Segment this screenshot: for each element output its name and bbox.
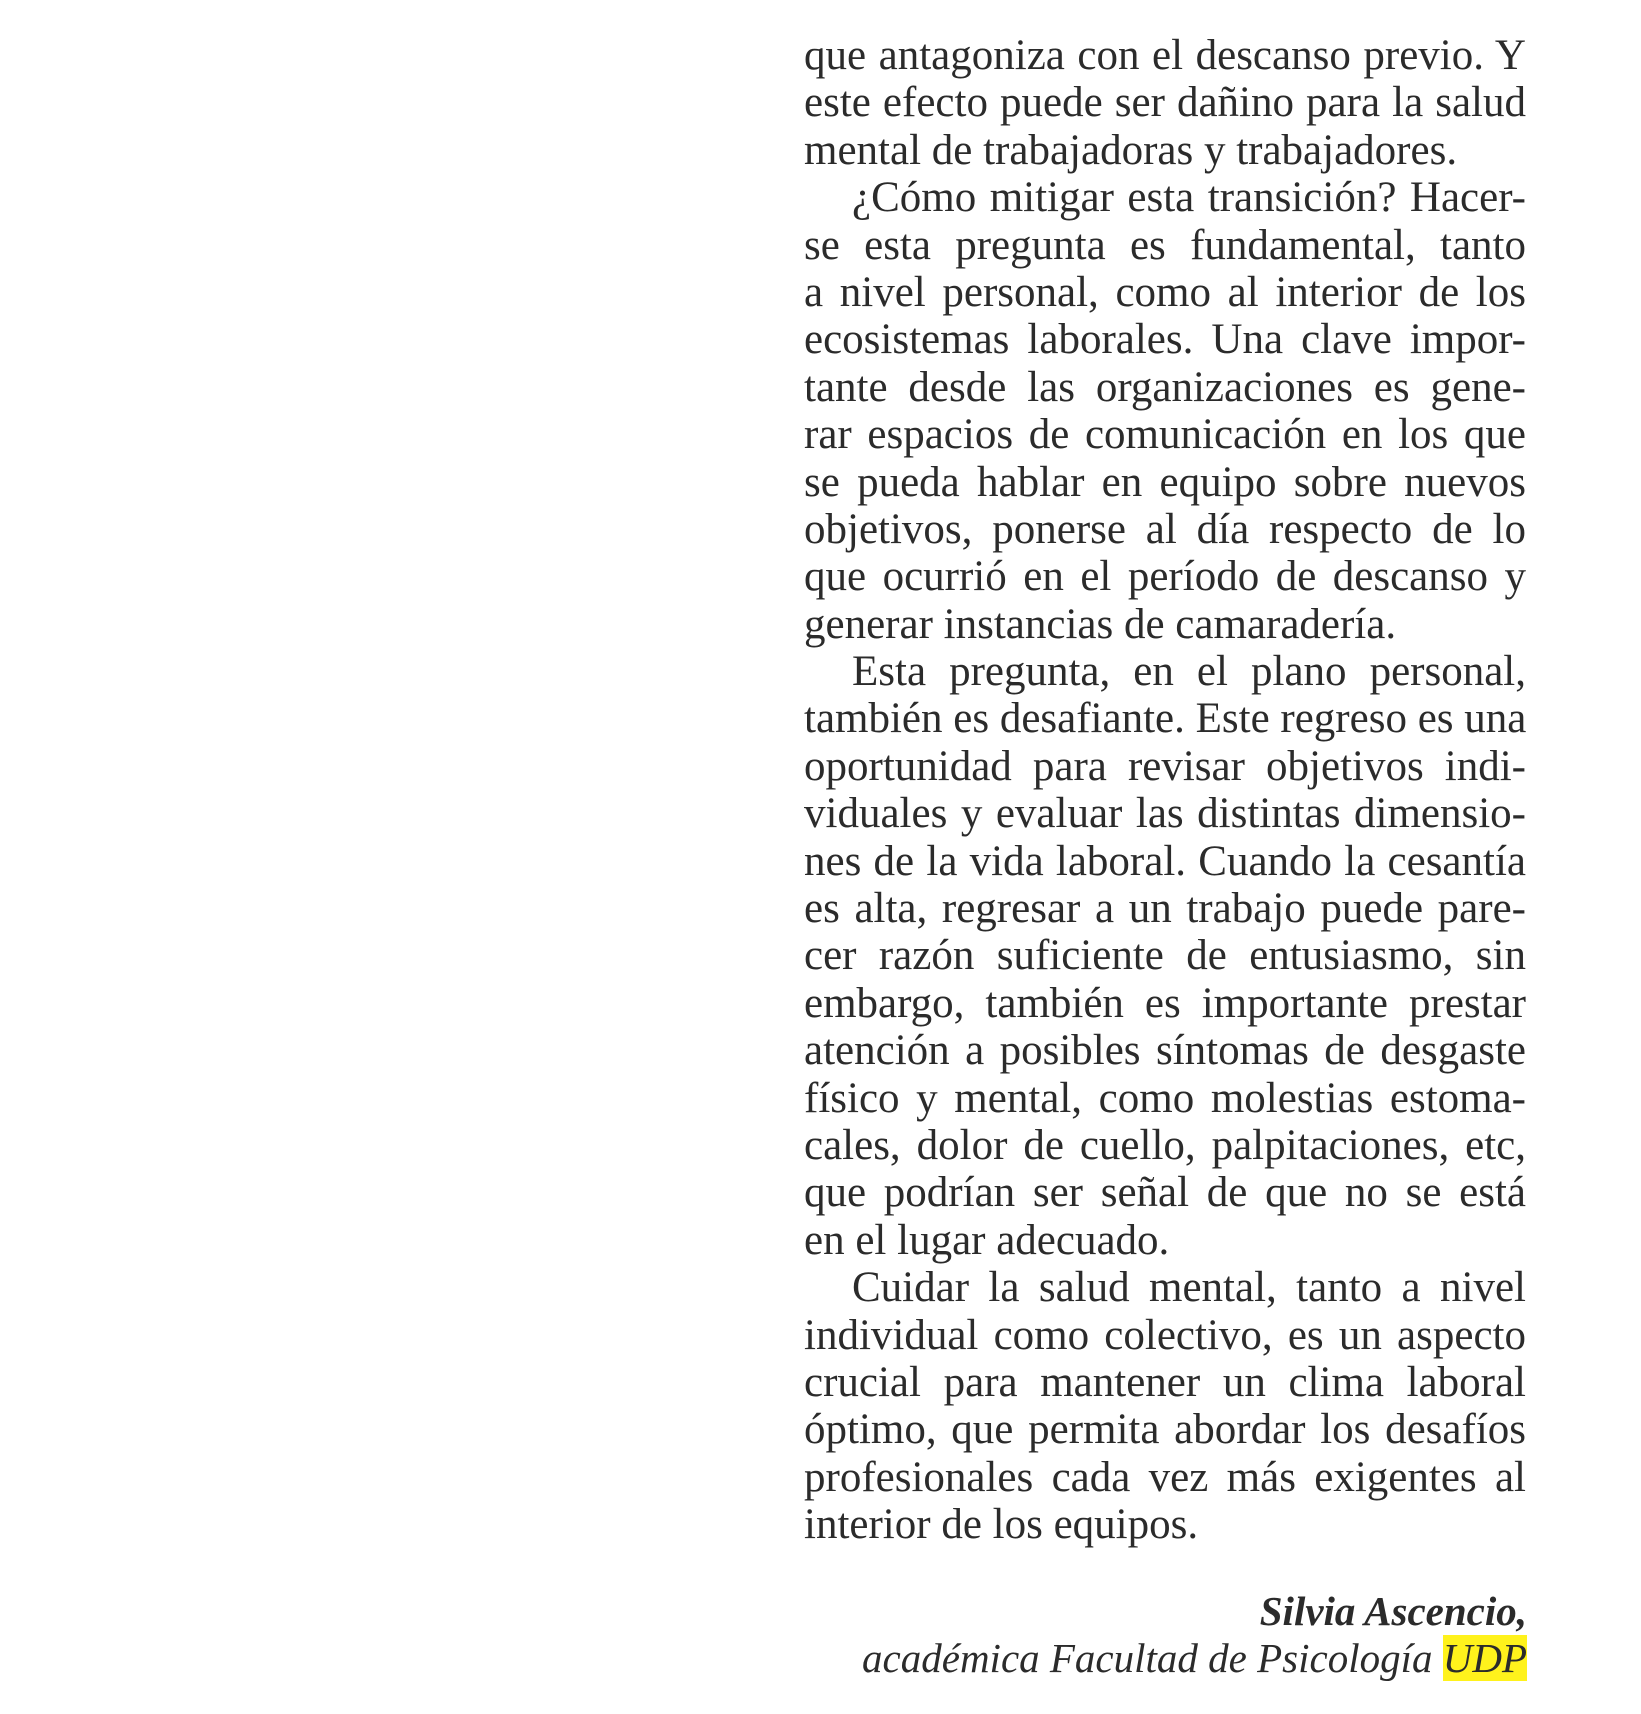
text-line: que podrían ser señal de que no se está — [804, 1169, 1526, 1217]
author-affiliation — [862, 1635, 1527, 1682]
text-line: ecosistemas laborales. Una clave impor- — [804, 316, 1526, 364]
text-line: se esta pregunta es fundamental, tanto — [804, 221, 1526, 269]
text-line: que antagoniza con el descanso previo. Y — [804, 32, 1526, 79]
text-line: crucial para mantener un clima laboral — [804, 1358, 1526, 1406]
affiliation-text: académica Facultad de Psicología — [862, 1635, 1433, 1681]
article-body — [804, 32, 1526, 1549]
text-line: generar instancias de camaradería. — [804, 600, 1397, 648]
text-line: mental de trabajadoras y trabajadores. — [804, 126, 1458, 174]
text-line: a nivel personal, como al interior de los — [804, 268, 1526, 316]
text-line: tante desde las organizaciones es gene- — [804, 363, 1526, 411]
text-line: físico y mental, como molestias estoma- — [804, 1074, 1526, 1122]
text-line: Esta pregunta, en el plano personal, — [852, 648, 1526, 696]
text-line: profesionales cada vez más exigentes al — [804, 1453, 1526, 1501]
text-line: es alta, regresar a un trabajo puede pare- — [804, 885, 1526, 933]
text-line: ¿Cómo mitigar esta transición? Hacer- — [852, 174, 1526, 222]
author-name: Silvia Ascencio, — [1259, 1588, 1527, 1634]
text-line: interior de los equipos. — [804, 1501, 1199, 1549]
text-line: Cuidar la salud mental, tanto a nivel — [852, 1264, 1526, 1312]
institution-highlight: UDP — [1442, 1635, 1527, 1681]
text-line: individual como colectivo, es un aspecto — [804, 1311, 1526, 1359]
text-line: óptimo, que permita abordar los desafíos — [804, 1406, 1526, 1454]
text-line: se pueda hablar en equipo sobre nuevos — [804, 458, 1526, 506]
paragraph — [804, 648, 1526, 1264]
author-signature — [862, 1588, 1527, 1682]
text-line: oportunidad para revisar objetivos indi- — [804, 742, 1526, 790]
text-line: que ocurrió en el período de descanso y — [804, 553, 1526, 601]
text-line: cales, dolor de cuello, palpitaciones, etc, — [804, 1121, 1526, 1169]
paragraph — [804, 1264, 1526, 1548]
text-line: atención a posibles síntomas de desgaste — [804, 1027, 1526, 1075]
text-line: embargo, también es importante prestar — [804, 979, 1526, 1027]
text-line: en el lugar adecuado. — [804, 1216, 1170, 1264]
paragraph — [804, 32, 1526, 174]
paragraph — [804, 174, 1526, 648]
text-line: también es desafiante. Este regreso es una — [804, 695, 1526, 743]
text-line: este efecto puede ser dañino para la salud — [804, 79, 1526, 127]
text-line: rar espacios de comunicación en los que — [804, 411, 1526, 459]
text-line: cer razón suficiente de entusiasmo, sin — [804, 932, 1526, 980]
text-line: nes de la vida laboral. Cuando la cesantía — [804, 837, 1526, 885]
text-line: objetivos, ponerse al día respecto de lo — [804, 505, 1526, 553]
text-line: viduales y evaluar las distintas dimensio- — [804, 790, 1526, 838]
